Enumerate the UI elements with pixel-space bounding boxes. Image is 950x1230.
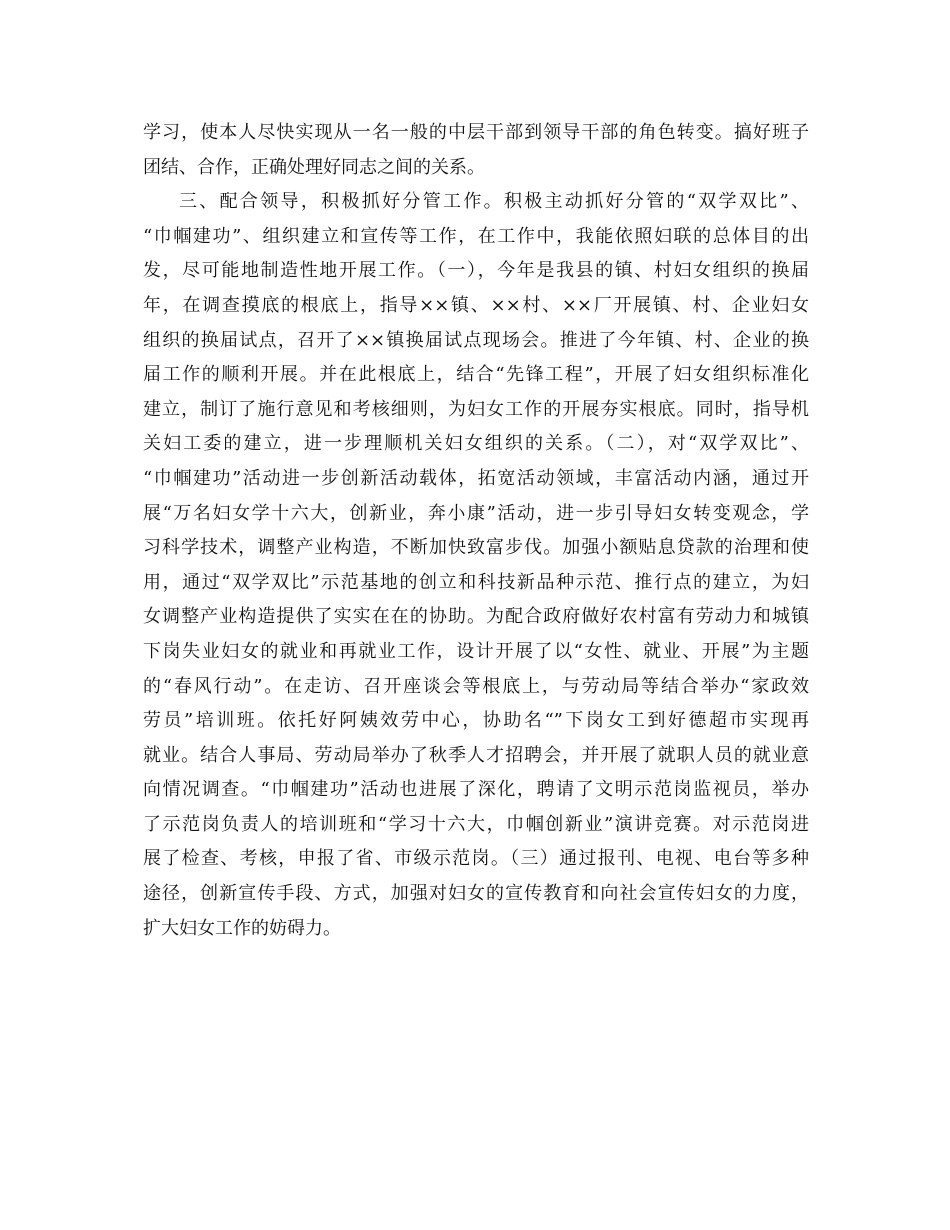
text-line: 向情况调查。“巾帼建功”活动也进展了深化，聘请了文明示范岗监视员，举办 — [143, 779, 809, 801]
text-line: 女调整产业构造提供了实实在在的协助。为配合政府做好农村富有劳动力和城镇 — [143, 606, 809, 628]
text-line: 发，尽可能地制造性地开展工作。（一），今年是我县的镇、村妇女组织的换届 — [143, 260, 809, 282]
text-line: 下岗失业妇女的就业和再就业工作，设计开展了以“女性、就业、开展”为主题 — [143, 640, 809, 662]
text-line: 习科学技术，调整产业构造，不断加快致富步伐。加强小额贴息贷款的治理和使 — [143, 537, 809, 559]
text-line: 展了检查、考核，申报了省、市级示范岗。（三）通过报刊、电视、电台等多种 — [143, 848, 809, 870]
text-line: 用，通过“双学双比”示范基地的创立和科技新品种示范、推行点的建立，为妇 — [143, 571, 809, 593]
text-line: 的“春风行动”。在走访、召开座谈会等根底上，与劳动局等结合举办“家政效 — [143, 675, 809, 697]
document-body — [143, 116, 809, 946]
text-line: 扩大妇女工作的妨碍力。 — [143, 917, 341, 939]
text-line: 届工作的顺利开展。并在此根底上，结合“先锋工程”，开展了妇女组织标准化 — [143, 364, 809, 386]
text-line: 团结、合作，正确处理好同志之间的关系。 — [143, 156, 485, 178]
text-line: 组织的换届试点，召开了××镇换届试点现场会。推进了今年镇、村、企业的换 — [143, 329, 809, 351]
paragraph-1 — [143, 116, 809, 185]
text-line: 学习，使本人尽快实现从一名一般的中层干部到领导干部的角色转变。搞好班子 — [143, 122, 809, 143]
text-line: 建立，制订了施行意见和考核细则，为妇女工作的开展夯实根底。同时，指导机 — [143, 398, 809, 420]
text-line: 关妇工委的建立，进一步理顺机关妇女组织的关系。（二），对“双学双比”、 — [143, 433, 809, 455]
text-line: 途径，创新宣传手段、方式，加强对妇女的宣传教育和向社会宣传妇女的力度， — [143, 883, 809, 905]
paragraph-2 — [143, 185, 809, 946]
text-line: “巾帼建功”、组织建立和宣传等工作，在工作中，我能依照妇联的总体目的出 — [143, 225, 809, 247]
text-line: 年，在调查摸底的根底上，指导××镇、××村、××厂开展镇、村、企业妇女 — [143, 294, 809, 316]
text-line: 展“万名妇女学十六大，创新业，奔小康”活动，进一步引导妇女转变观念，学 — [143, 502, 809, 524]
text-line: 劳员”培训班。依托好阿姨效劳中心，协助名“”下岗女工到好德超市实现再 — [143, 710, 809, 732]
text-line: 了示范岗负责人的培训班和“学习十六大，巾帼创新业”演讲竞赛。对示范岗进 — [143, 813, 809, 835]
text-line: 就业。结合人事局、劳动局举办了秋季人才招聘会，并开展了就职人员的就业意 — [143, 744, 809, 766]
text-line: “巾帼建功”活动进一步创新活动载体，拓宽活动领域，丰富活动内涵，通过开 — [143, 467, 809, 489]
text-line: 三、配合领导，积极抓好分管工作。积极主动抓好分管的“双学双比”、 — [179, 191, 809, 213]
